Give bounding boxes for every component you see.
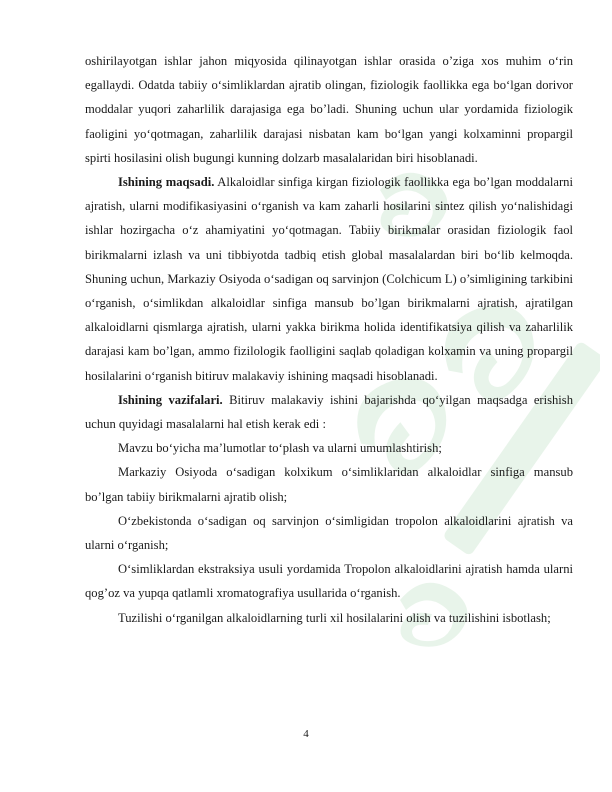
paragraph-text: oshirilayotgan ishlar jahon miqyosida qilinayotgan ishlar orasida o’ziga xos muhim o‘rin egallaydi. Odatda tabiiy o‘simliklardan ajratib olingan, fiziologik faollikka ega bo‘lgan dorivor moddalar yuqori zaharlilik darajasiga ega bo’ladi. Shuning uchun ular yordamida fiziologik faoligini yo‘qotmagan, zaharlilik darajasi nisbatan kam bo‘lgan yangi kolxaminni propargil spirti hosilasini olish bugungi kunning dolzarb masalalaridan biri hisoblanadi. bbox=[85, 54, 573, 165]
task-item bbox=[85, 557, 573, 605]
body-text bbox=[85, 49, 573, 630]
task-item bbox=[85, 606, 573, 630]
paragraph-text: Alkaloidlar sinfiga kirgan fiziologik faollikka ega bo’lgan moddalarni ajratish, ularni modifikasiyasini o‘rganish va kam zaharli hosilarini sintez qilish yo‘nalishidagi ishlar hozirgacha o‘z ahamiyatini yo‘qotmagan. Tabiiy birikmalar orasidan fiziologik faol birikmalarni izlash va uni tibbiyotda tadbiq etish global masalalardan biri bo‘lib kelmoqda. Shuning uchun, Markaziy Osiyoda o‘sadigan oq sarvinjon (Colchicum L) o’simligining tarkibini o‘rganish, o‘simlikdan alkaloidlar sinfiga mansub bo’lgan birikmalarni ajratish, ajratilgan alkaloidlarni qismlarga ajratish, ularni yakka birikma holida identifikatsiya qilish va zaharlilik darajasi kam bo’lgan, ammo fizilologik faolligini saqlab qoladigan kolxamin va uning propargil hosilalarini o‘rganish bitiruv malakaviy ishining maqsadi hisoblanadi. bbox=[85, 175, 573, 383]
paragraph-text: Markaziy Osiyoda o‘sadigan kolxikum o‘simliklaridan alkaloidlar sinfiga mansub bo’lgan tabiiy birikmalarni ajratib olish; bbox=[85, 465, 573, 504]
paragraph-goal bbox=[85, 170, 573, 388]
task-item bbox=[85, 509, 573, 557]
paragraph-lead: Ishining vazifalari. bbox=[118, 392, 223, 407]
paragraph-text: O‘zbekistonda o‘sadigan oq sarvinjon o‘simligidan tropolon alkaloidlarini ajratish va ularni o‘rganish; bbox=[85, 513, 573, 553]
task-item bbox=[85, 436, 573, 460]
paragraph-text: Bitiruv malakaviy ishini bajarishda qo‘yilgan maqsadga erishish uchun quyidagi masalalarni hal etish kerak edi : bbox=[85, 392, 573, 432]
paragraph-lead: Ishining maqsadi. bbox=[118, 175, 215, 190]
paragraph-intro bbox=[85, 49, 573, 170]
task-item bbox=[85, 460, 573, 508]
paragraph-text: Mavzu bo‘yicha ma’lumotlar to‘plash va ularni umumlashtirish; bbox=[118, 441, 442, 456]
paragraph-tasks bbox=[85, 388, 573, 436]
paragraph-text: Tuzilishi o‘rganilgan alkaloidlarning turli xil hosilalarini olish va tuzilishini isbotlash; bbox=[118, 610, 551, 625]
paragraph-text: O‘simliklardan ekstraksiya usuli yordamida Tropolon alkaloidlarini ajratish hamda ularni qog’oz va yupqa qatlamli xromatografiya usullarida o‘rganish. bbox=[85, 562, 573, 601]
page-number: 4 bbox=[303, 728, 309, 740]
